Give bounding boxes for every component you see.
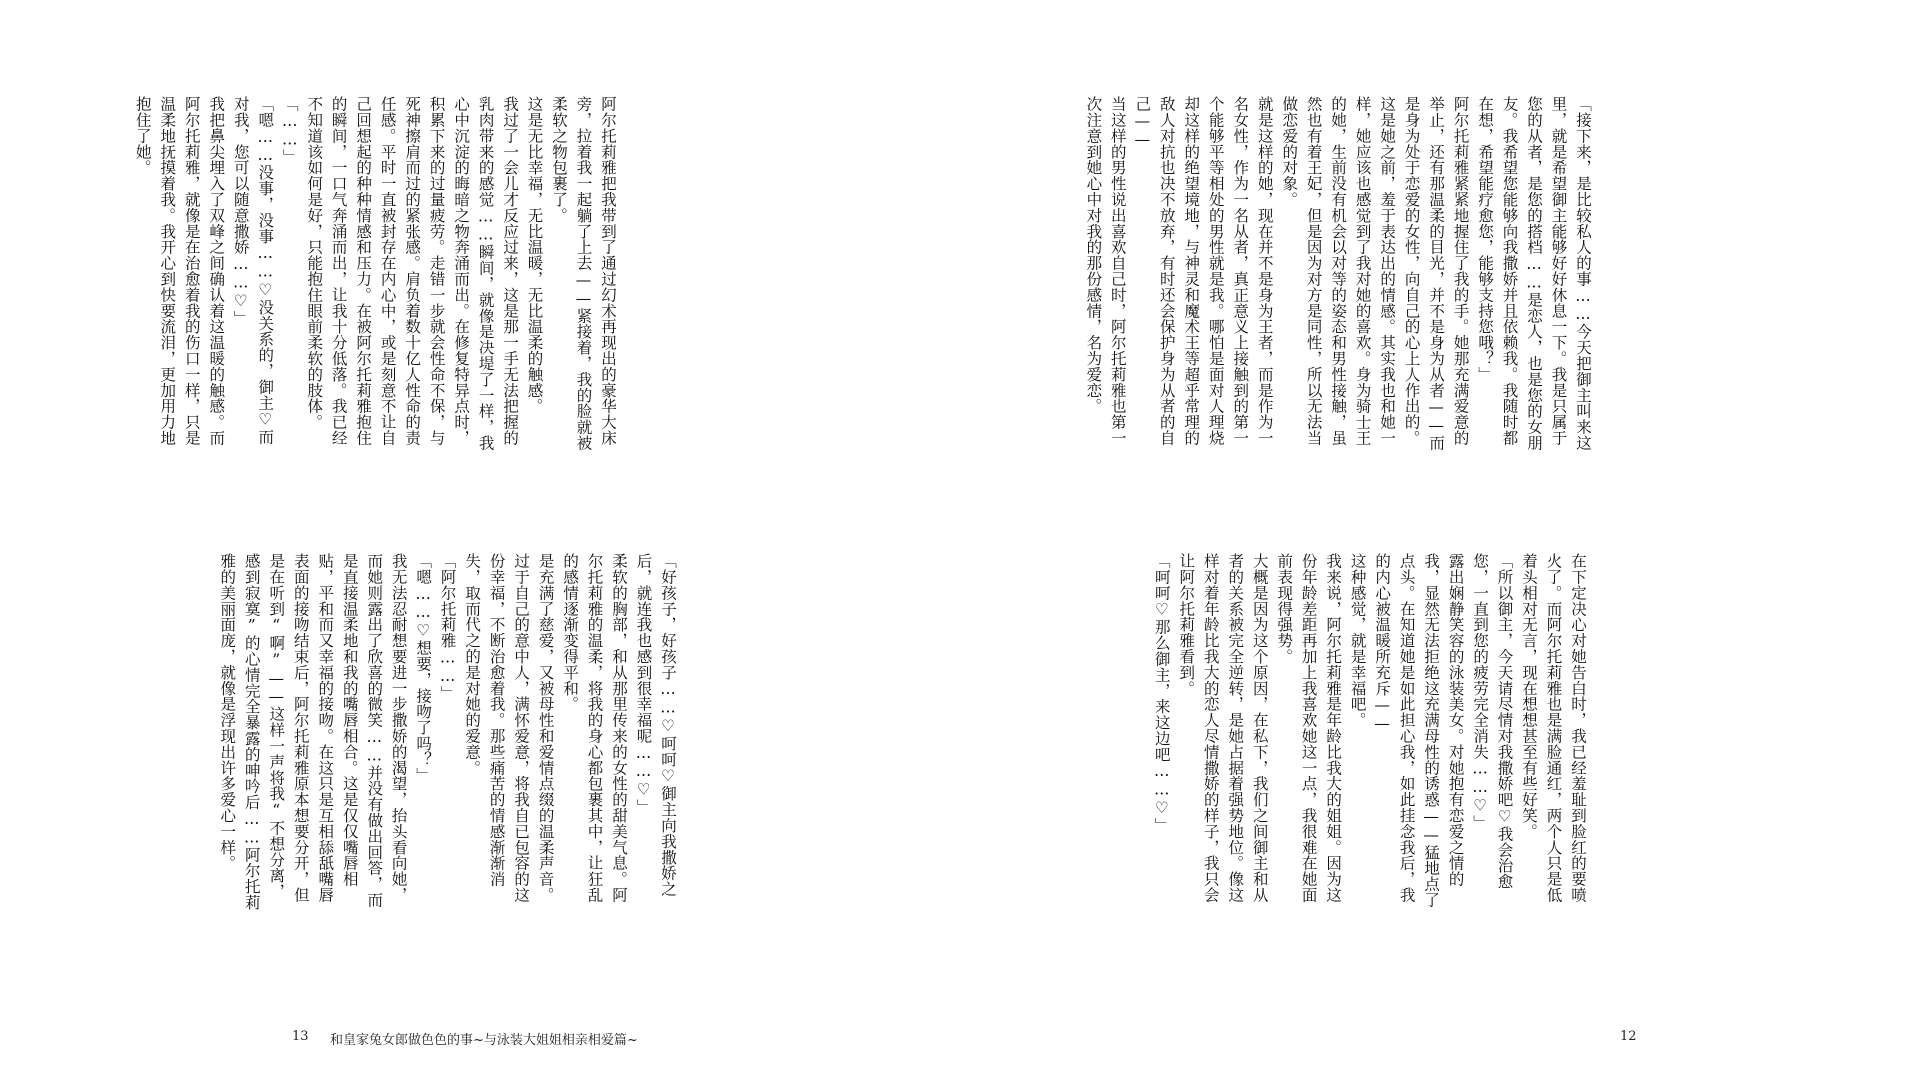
paragraph: 「呵呵♡那么御主，来这边吧……♡」 (1152, 553, 1171, 834)
left-top-text-block (133, 96, 620, 456)
paragraph: 就是这样的她，现在并不是身为王者，而是作为一名女性，作为一名从者，真正意义上接触到的第一个能够平等相处的男性就是我。哪怕是面对人理烧却这样的绝望境地，与神灵和魔术王等超乎常理的敌人对抗也决不放弃，有时还会保护身为从者的自己—— (1133, 96, 1274, 446)
page-number: 13 (292, 1029, 309, 1044)
paragraph: 「嗯……没事，没事……♡没关系的，御主♡而对我，您可以随意撒娇……♡」 (231, 96, 275, 445)
paragraph: 在下定决心对她告白时，我已经羞耻到脸红的要喷火了。而阿尔托莉雅也是满脸通红，两个人只是低着头相对无言，现在想想甚至有些好笑。 (1520, 553, 1587, 903)
paragraph: 「阿尔托莉雅……」 (438, 553, 457, 702)
paragraph: 大概是因为这个原因，在私下，我们之间御主和从者的关系被完全逆转，是她占据着强势地位。像这样对着年龄比我大的恋人尽情撒娇的样子，我只会让阿尔托莉雅看到。 (1177, 553, 1269, 903)
paragraph: 柔软的胸部，和从那里传来的女性的甜美气息。阿尔托莉雅的温柔，将我的身心都包裹其中，让狂乱的感情逐渐变得平和。 (561, 553, 629, 903)
paragraph: 我过了一会儿才反应过来，这是那一手无法把握的乳肉带来的感觉……瞬间，就像是决堤了一样，我心中沉淀的晦暗之物奔涌而出。在修复特异点时，积累下来的过量疲劳。走错一步就会性命不保，与死神擦肩而过的紧张感。肩负着数十亿人性命的责任感。平时一直被封存在内心中，或是刻意不让自己回想起的种种情感和压力。在被阿尔托莉雅抱住的瞬间，一口气奔涌而出，让我十分低落。我已经不知道该如何是好，只能抱住眼前柔软的肢体。 (305, 96, 520, 451)
paragraph: 是充满了慈爱，又被母性和爱情点缀的温柔声音。过于自己的意中人，满怀爱意，将我自已包容的这份幸福，不断治愈着我。那些痛苦的情感渐渐消失，取而代之的是对她的爱意。 (463, 553, 555, 903)
paragraph: 「好孩子，好孩子……♡呵呵♡御主向我撒娇之后，就连我也感到很幸福呢……♡」 (634, 553, 677, 897)
paragraph: 这是无比幸福，无比温暖，无比温柔的触感。 (525, 96, 544, 414)
paragraph: 露出娴静笑容的泳装美女。对她抱有恋爱之情的我，显然无法拒绝这充满母性的诱惑——猛地点了点头。在知道她是如此担心我，如此挂念我后，我的内心被温暖所充斥—— (1373, 553, 1465, 908)
right-bottom-text-block (1150, 553, 1590, 913)
paragraph: 「所以御主，今天请尽情对我撒娇吧♡我会治愈您，一直到您的疲劳完全消失……♡」 (1471, 553, 1514, 890)
right-page (960, 0, 1920, 1080)
paragraph: 我来说，阿尔托莉雅是年龄比我大的姐姐。因为这份年龄差距再加上我喜欢她这一点，我很难在她面前表现得强势。 (1275, 553, 1343, 903)
right-top-text-block (1084, 96, 1595, 454)
paragraph: 「接下来，是比较私人的事……今天把御主叫来这里，就是希望御主能够好好休息一下。我是只属于您的从者，是您的搭档……是恋人，也是您的女朋友。我希望您能够向我撒娇并且依赖我。我随时都在想，希望能疗愈您，能够支持您哦？」 (1476, 96, 1592, 451)
left-bottom-text-block (218, 553, 680, 913)
paragraph: 阿尔托莉雅把我带到了通过幻术再现出的豪华大床旁，拉着我一起躺了上去——紧接着，我的脸就被柔软之物包裹了。 (550, 96, 617, 451)
paragraph: 我把鼻尖埋入了双峰之间确认着这温暖的触感。而阿尔托莉雅，就像是在治愈着我的伤口一样，只是温柔地抚摸着我。我开心到快要流泪，更加用力地抱住了她。 (133, 96, 226, 446)
paragraph: 「嗯……♡想要，接吻了吗？」 (414, 553, 433, 784)
page-number: 12 (1620, 1029, 1637, 1044)
paragraph: 这种感觉，就是幸福吧。 (1348, 553, 1367, 728)
running-title: 和皇家兔女郎做色色的事~与泳装大姐姐相亲相爱篇~ (330, 1033, 638, 1048)
paragraph: 我无法忍耐想要进一步撒娇的渴望，抬头看向她，而她则露出了欣喜的微笑……并没有做出回答，而是直接温柔地和我的嘴唇相合。这是仅仅嘴唇相贴，平和而又幸福的接吻。在这只是互相舔舐嘴唇表面的接吻结束后，阿尔托莉雅原本想要分开，但是在听到“啊”——这样一声将我“不想分离，感到寂寞”的心情完全暴露的呻吟后……阿尔托莉雅的美丽面庞，就像是浮现出许多爱心一样。 (218, 553, 408, 911)
paragraph: 当这样的男性说出喜欢自己时，阿尔托莉雅也第一次注意到她心中对我的那份感情，名为爱恋。 (1084, 96, 1127, 446)
paragraph: 「……」 (280, 96, 299, 165)
paragraph: 阿尔托莉雅紧紧地握住了我的手。她那充满爱意的举止，还有那温柔的目光，并不是身为从者——而是身为处于恋爱的女性，向自己的心上人作出的。这是她之前，羞于表达出的情感。其实我也和她一样，她应该也感觉到了我对她的喜欢。身为骑士王的她，生前没有机会以对等的姿态和男性接触，虽然也有着王妃，但是因为对方是同性，所以无法当做恋爱的对象。 (1280, 96, 1470, 451)
